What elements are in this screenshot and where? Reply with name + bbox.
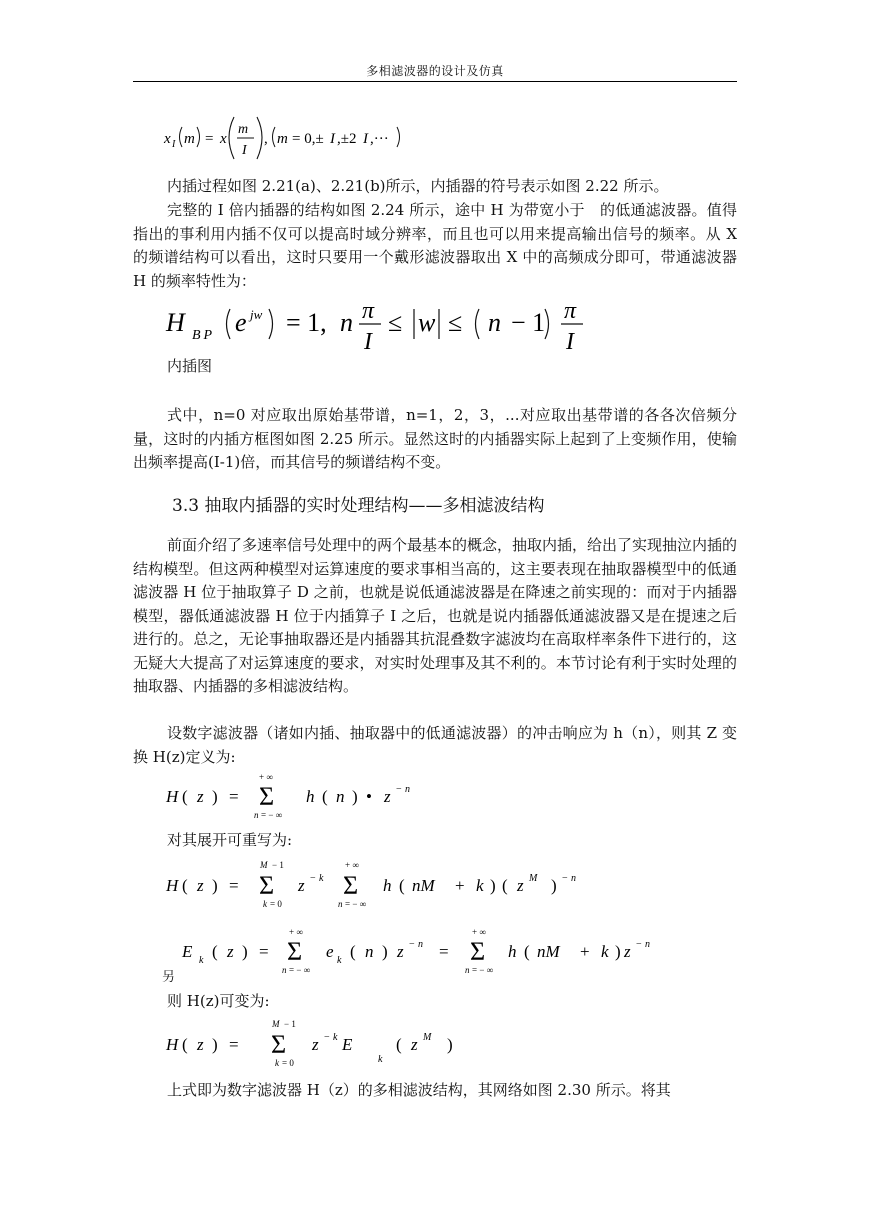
- svg-text:+ ∞: + ∞: [472, 927, 486, 937]
- svg-text:m: m: [184, 131, 195, 147]
- svg-text:=: =: [439, 942, 449, 961]
- svg-text:): ): [551, 876, 557, 895]
- paragraph-multirate-intro: 前面介绍了多速率信号处理中的两个最基本的概念，抽取内插，给出了实现抽泣内插的结构模型。但这两种模型对运算速度的要求事相当高的，这主要表现在抽取器模型中的低通滤波器 H 位于抽取算子 D 之前，也就是说低通滤波器是在降速之前实现的：而对于内插器模型，器低通滤波器 H 位于内插算子 I 之后，也就是说内插器低通滤波器又是在提速之后进行的。总之，无论事抽取器还是内插器其抗混叠数字滤波均在高取样率条件下进行的，这无疑大大提高了对运算速度的要求，对实时处理事及其不利的。本节讨论有利于实时处理的抽取器、内插器的多相滤波结构。: [133, 536, 738, 695]
- svg-text:k: k: [199, 955, 204, 966]
- svg-text:I: I: [330, 131, 335, 147]
- svg-text:−: −: [636, 939, 642, 950]
- svg-text:k: k: [263, 899, 267, 909]
- svg-text:nM: nM: [412, 876, 435, 895]
- svg-text:Σ: Σ: [271, 1030, 287, 1059]
- svg-text:≤: ≤: [388, 308, 403, 337]
- svg-text:M: M: [260, 860, 268, 870]
- label-let: 另: [162, 970, 176, 985]
- svg-text:): ): [242, 942, 248, 961]
- svg-text:,±2: ,±2: [337, 131, 357, 147]
- svg-text:): ): [212, 787, 218, 806]
- svg-text:,: ,: [264, 131, 268, 147]
- paragraph-rewrite: 对其展开可重写为:: [167, 831, 293, 849]
- svg-text:k: k: [476, 876, 484, 895]
- section-heading: [172, 491, 544, 516]
- svg-text:π: π: [564, 298, 577, 324]
- svg-text:(: (: [182, 876, 188, 895]
- svg-text:h: h: [508, 942, 517, 961]
- svg-text:n: n: [254, 810, 259, 820]
- svg-text:w: w: [418, 308, 436, 337]
- svg-text:=: =: [229, 876, 239, 895]
- svg-text:(: (: [524, 942, 530, 961]
- svg-text:): ): [352, 787, 358, 806]
- svg-text:z: z: [197, 1035, 204, 1054]
- svg-text:(: (: [350, 942, 356, 961]
- svg-text:x: x: [164, 131, 171, 147]
- svg-text:=: =: [259, 942, 269, 961]
- svg-text:M: M: [529, 873, 538, 884]
- svg-text:z: z: [197, 876, 204, 895]
- svg-text:+ ∞: + ∞: [289, 927, 303, 937]
- svg-text:(: (: [502, 876, 508, 895]
- paragraph-interpolation-process: 内插过程如图 2.21(a)、2.21(b)所示，内插器的符号表示如图 2.22 所示。: [167, 177, 669, 195]
- svg-text:I: I: [364, 329, 372, 355]
- svg-text:=: =: [229, 1035, 239, 1054]
- svg-text:e: e: [326, 942, 334, 961]
- svg-text:,···: ,···: [370, 131, 389, 147]
- svg-text:z: z: [298, 876, 305, 895]
- svg-text:−: −: [324, 1032, 330, 1043]
- equation-bandpass-response: [162, 293, 602, 355]
- svg-text:n: n: [571, 873, 576, 884]
- paragraph-polyphase-structure: 上式即为数字滤波器 H（z）的多相滤波结构，其网络如图 2.30 所示。将其: [167, 1081, 671, 1099]
- svg-text:h: h: [306, 787, 315, 806]
- header-rule: [133, 81, 737, 82]
- section-title: 抽取内插器的实时处理结构——多相滤波结构: [204, 496, 545, 516]
- label-interpolation-figure: 内插图: [167, 357, 213, 375]
- svg-text:+ ∞: + ∞: [259, 772, 273, 782]
- svg-text:z: z: [312, 1035, 319, 1054]
- svg-text:− 1: − 1: [511, 308, 546, 337]
- svg-text:z: z: [397, 942, 404, 961]
- paragraph-base-band: 式中，n=0 对应取出原始基带谱，n=1，2，3，...对应取出基带谱的各各次倍频分量，这时的内插方框图如图 2.25 所示。显然这时的内插器实际上起到了上变频作用，使输出频率提高(I-1)倍，而其信号的频谱结构不变。: [133, 406, 737, 471]
- svg-text:= 1,: = 1,: [286, 308, 327, 337]
- svg-text:M: M: [272, 1019, 280, 1029]
- paragraph-then: 则 H(z)可变为:: [167, 992, 270, 1010]
- svg-text:+: +: [580, 942, 590, 961]
- equation-interpolation-definition: [160, 113, 430, 163]
- svg-text:+ ∞: + ∞: [345, 860, 359, 870]
- svg-text:): ): [212, 1035, 218, 1054]
- svg-text:(: (: [396, 1035, 402, 1054]
- svg-text:z: z: [517, 876, 524, 895]
- svg-text:(: (: [182, 1035, 188, 1054]
- svg-text:n: n: [365, 942, 374, 961]
- svg-text:(: (: [212, 942, 218, 961]
- svg-text:k: k: [333, 1032, 338, 1043]
- equation-polyphase-component: [176, 925, 696, 981]
- svg-text:e: e: [235, 308, 247, 337]
- svg-text:Σ: Σ: [259, 782, 275, 811]
- equation-polyphase-form: [162, 1016, 482, 1074]
- paragraph-z-transform-def: 设数字滤波器（诸如内插、抽取器中的低通滤波器）的冲击响应为 h（n），则其 Z 变换 H(z)定义为:: [133, 724, 737, 766]
- svg-text:+: +: [455, 876, 465, 895]
- svg-text:BP: BP: [192, 328, 216, 343]
- svg-text:m: m: [238, 122, 249, 137]
- svg-text:): ): [212, 876, 218, 895]
- svg-text:): ): [490, 876, 496, 895]
- svg-text:jw: jw: [250, 307, 263, 322]
- svg-text:n: n: [418, 939, 423, 950]
- svg-text:π: π: [362, 298, 375, 324]
- svg-text:n: n: [282, 965, 287, 975]
- svg-text:− 1: − 1: [272, 860, 284, 870]
- svg-text:n: n: [340, 308, 353, 337]
- equation-expansion: [162, 857, 602, 913]
- svg-text:I: I: [172, 139, 176, 150]
- svg-text:(: (: [399, 876, 405, 895]
- svg-text:z: z: [197, 787, 204, 806]
- svg-text:k: k: [275, 1058, 279, 1068]
- svg-text:= 0: = 0: [270, 899, 282, 909]
- svg-text:(: (: [182, 787, 188, 806]
- svg-text:H: H: [166, 1035, 179, 1054]
- svg-text:I: I: [566, 329, 574, 355]
- svg-text:E: E: [342, 1035, 353, 1054]
- svg-text:): ): [615, 942, 621, 961]
- svg-text:n: n: [465, 965, 470, 975]
- svg-text:E: E: [182, 942, 193, 961]
- svg-text:k: k: [601, 942, 609, 961]
- svg-text:z: z: [227, 942, 234, 961]
- svg-text:n: n: [405, 784, 410, 795]
- svg-text:= − ∞: = − ∞: [289, 965, 311, 975]
- svg-text:n: n: [338, 899, 343, 909]
- svg-text:•: •: [366, 787, 372, 806]
- svg-text:I: I: [242, 143, 247, 158]
- svg-text:Σ: Σ: [470, 937, 486, 966]
- svg-text:= − ∞: = − ∞: [345, 899, 367, 909]
- svg-text:− 1: − 1: [284, 1019, 296, 1029]
- svg-text:(: (: [322, 787, 328, 806]
- svg-text:= − ∞: = − ∞: [261, 810, 283, 820]
- svg-text:z: z: [624, 942, 631, 961]
- svg-text:= 0,±: = 0,±: [292, 131, 324, 147]
- running-header: 多相滤波器的设计及仿真: [366, 64, 504, 78]
- svg-text:I: I: [363, 131, 368, 147]
- svg-text:): ): [447, 1035, 453, 1054]
- svg-text:H: H: [166, 308, 185, 337]
- svg-text:h: h: [383, 876, 392, 895]
- svg-text:=: =: [229, 787, 239, 806]
- svg-text:z: z: [384, 787, 391, 806]
- svg-text:−: −: [562, 873, 568, 884]
- svg-text:≤: ≤: [448, 308, 463, 337]
- svg-text:k: k: [378, 1054, 383, 1065]
- svg-text:H: H: [166, 787, 179, 806]
- svg-text:H: H: [166, 876, 179, 895]
- svg-text:= − ∞: = − ∞: [472, 965, 494, 975]
- svg-text:−: −: [310, 873, 316, 884]
- svg-text:z: z: [411, 1035, 418, 1054]
- svg-text:n: n: [488, 308, 501, 337]
- svg-text:−: −: [396, 784, 402, 795]
- paragraph-interpolator-structure: 完整的 I 倍内插器的结构如图 2.24 所示，途中 H 为带宽小于 的低通滤波器。值得指出的事利用内插不仅可以提高时域分辨率，而且也可以用来提高输出信号的频率。从 X 的频谱结构可以看出，这时只要用一个戴形滤波器取出 X 中的高频成分即可，带通滤波器 H 的频率特性为：: [133, 201, 737, 290]
- section-number: 3.3: [172, 496, 200, 516]
- svg-text:x: x: [220, 131, 227, 147]
- equation-z-transform: [162, 772, 432, 822]
- svg-text:Σ: Σ: [287, 937, 303, 966]
- svg-text:−: −: [409, 939, 415, 950]
- svg-text:M: M: [423, 1032, 432, 1043]
- svg-text:n: n: [336, 787, 345, 806]
- svg-text:m: m: [277, 131, 288, 147]
- svg-text:=: =: [205, 131, 214, 147]
- svg-text:= 0: = 0: [282, 1058, 294, 1068]
- svg-text:n: n: [645, 939, 650, 950]
- svg-text:Σ: Σ: [343, 871, 359, 900]
- svg-text:k: k: [337, 955, 342, 966]
- svg-text:): ): [382, 942, 388, 961]
- svg-text:k: k: [319, 873, 324, 884]
- svg-text:nM: nM: [537, 942, 560, 961]
- svg-text:Σ: Σ: [259, 871, 275, 900]
